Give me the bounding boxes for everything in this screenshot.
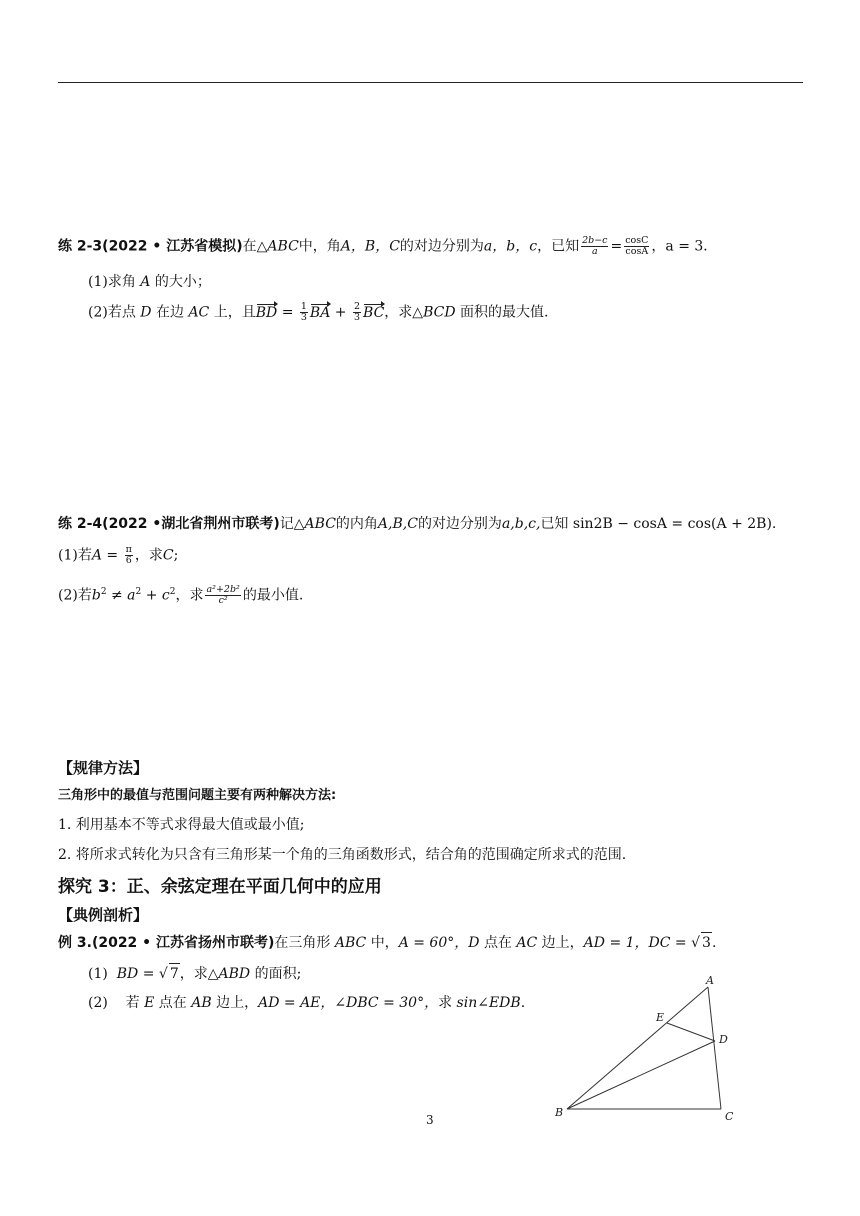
text: (1)若	[58, 547, 92, 564]
method-item-2: 2. 将所求式转化为只含有三角形某一个角的三角函数形式，结合角的范围确定所求式的范围.	[58, 847, 627, 863]
point-C-label: C	[725, 1110, 734, 1123]
text: 的对边分别为	[399, 238, 484, 255]
fraction	[300, 302, 308, 323]
text: ，求△	[384, 304, 424, 321]
segment-BD	[567, 1041, 715, 1109]
fraction-denominator: c²	[218, 595, 228, 607]
fraction	[353, 302, 361, 323]
text: 边上，	[216, 995, 259, 1011]
text: 面积的最大值.	[460, 304, 549, 321]
text: 的面积;	[254, 966, 302, 982]
math-op: +	[334, 304, 347, 321]
math-var: AB	[191, 995, 212, 1011]
text: ，求△	[179, 966, 219, 982]
math-var: E	[144, 995, 155, 1011]
exercise-tag: 练 2-3	[58, 238, 103, 255]
fraction-denominator: cosA	[625, 246, 649, 257]
math-var: a,b,c,	[501, 516, 541, 532]
exercise-source: (2022 • 江苏省模拟)	[102, 238, 243, 255]
fraction-denominator: 3	[300, 312, 307, 323]
example-3-part1: (1) BD = √ 7，求△ABD 的面积;	[88, 963, 301, 984]
math-var: ABD	[218, 966, 251, 982]
text: 中，	[370, 935, 399, 951]
math-var: AC	[188, 304, 210, 321]
fraction-denominator: 6	[125, 555, 132, 566]
math-op: =	[281, 304, 294, 321]
exercise-2-4-part1	[58, 545, 178, 566]
exercise-source: (2022 •湖北省荆州市联考)	[102, 516, 280, 532]
fraction-numerator: cosC	[625, 235, 649, 246]
math-var: D	[140, 304, 152, 321]
segment-AC	[708, 987, 721, 1109]
method-item-1: 1. 利用基本不等式求得最大值或最小值;	[58, 817, 305, 833]
fraction	[125, 545, 133, 566]
text: (1)	[88, 966, 108, 982]
text: 点在	[158, 995, 187, 1011]
math-expr: BD =	[116, 966, 159, 982]
fraction-numerator: a²+2b²	[206, 584, 240, 596]
text: 的内角	[335, 516, 378, 532]
math-expr: AD = AE，∠DBC = 30°，	[258, 995, 439, 1011]
sqrt-value: 3	[701, 932, 712, 953]
math-expr: + c	[141, 587, 170, 604]
fraction	[205, 585, 240, 606]
text: ，a = 3．	[651, 238, 718, 255]
text: (2)若	[58, 587, 92, 604]
math-var: a，b，c	[483, 238, 538, 255]
text: 若	[125, 995, 140, 1011]
math-var: ABC	[334, 935, 367, 951]
math-expr: DC =	[648, 935, 692, 951]
math-var: A	[91, 547, 102, 564]
fraction-numerator: π	[125, 544, 132, 555]
text: 求	[438, 995, 453, 1011]
exercise-2-4-part2: (2)若$b^2 \ne a^2 + c^2$，求 $\frac{\text{a²+2b²}}{\text{c²}}$ 的最小值.	[58, 584, 304, 607]
text: 中，角	[298, 238, 341, 255]
example-3-part2	[88, 993, 525, 1013]
sqrt-value: 7	[169, 963, 180, 984]
point-A-label: A	[706, 974, 714, 987]
section-title: 探究 3：正、余弦定理在平面几何中的应用	[58, 877, 382, 897]
math-var: BCD	[423, 304, 456, 321]
math-expr: AD = 1，	[583, 935, 649, 951]
exercise-tag: 练 2-4	[58, 516, 103, 532]
math-var: b	[91, 587, 101, 604]
fraction-numerator: 1	[300, 301, 307, 312]
point-D-label: D	[719, 1033, 728, 1046]
text: ，已知	[537, 238, 580, 255]
exercise-2-3-statement	[58, 236, 717, 257]
fraction-denominator: a	[591, 246, 598, 257]
text: .	[520, 995, 526, 1011]
exercise-2-4-statement	[58, 514, 776, 534]
math-var: D	[468, 935, 480, 951]
text: 边上，	[541, 935, 584, 951]
text: ，求	[175, 587, 204, 604]
method-title: 【规律方法】	[58, 759, 149, 777]
fraction-denominator: 3	[353, 312, 361, 323]
header-rule	[58, 82, 803, 83]
fraction-numerator: 2	[353, 301, 361, 312]
exercise-2-3-part2	[88, 302, 548, 323]
example-source: (2022 • 江苏省扬州市联考)	[91, 935, 275, 951]
text: .	[711, 935, 717, 951]
text: (2)若点	[88, 304, 136, 321]
math-op: =	[610, 238, 623, 255]
text: 上，且	[213, 304, 256, 321]
math-var: C	[162, 547, 174, 564]
math-var: ABC	[304, 516, 336, 532]
math-var: A,B,C	[377, 516, 418, 532]
text: 记△	[279, 516, 305, 532]
text: 的最小值.	[242, 587, 304, 604]
fraction-numerator: 2b−c	[582, 235, 608, 246]
triangle-figure	[545, 970, 745, 1130]
page-number: 3	[426, 1113, 434, 1127]
fraction	[624, 236, 649, 257]
text: 已知	[540, 516, 569, 532]
segment-ED	[667, 1023, 715, 1041]
example-3-statement: 例 3.(2022 • 江苏省扬州市联考)在三角形 ABC 中，A = 60°，D 点在 AC 边上，AD = 1，DC = √ 3.	[58, 932, 716, 953]
text: 的对边分别为	[417, 516, 502, 532]
math-var: A，B，C	[340, 238, 400, 255]
equation: sin2B − cosA = cos(A + 2B).	[572, 516, 777, 532]
text: ;	[173, 547, 179, 564]
text: (1)求角	[88, 274, 136, 290]
text: ，求	[134, 547, 163, 564]
example-analysis-title: 【典例剖析】	[58, 906, 149, 924]
text: 在三角形	[274, 935, 331, 951]
text: 的大小；	[154, 274, 211, 290]
method-summary: 三角形中的最值与范围问题主要有两种解决方法:	[58, 788, 337, 803]
vector: BC	[363, 304, 385, 321]
example-tag: 例 3.	[58, 935, 92, 951]
segment-AB	[567, 987, 708, 1109]
math-expr: ≠ a	[106, 587, 136, 604]
math-var: A	[140, 274, 151, 290]
fraction	[581, 236, 608, 257]
math-var: ABC	[267, 238, 299, 255]
point-B-label: B	[555, 1106, 564, 1119]
math-expr: A = 60°，	[398, 935, 469, 951]
exercise-2-3-part1	[88, 272, 211, 292]
text: 在边	[155, 304, 184, 321]
text: 在△	[242, 238, 268, 255]
vector: BA	[309, 304, 331, 321]
math-op: =	[106, 547, 119, 564]
text: 点在	[483, 935, 512, 951]
vector: BD	[255, 304, 278, 321]
point-E-label: E	[656, 1011, 665, 1024]
math-var: AC	[516, 935, 538, 951]
math-expr: sin∠EDB	[456, 995, 521, 1011]
text: (2)	[88, 995, 108, 1011]
